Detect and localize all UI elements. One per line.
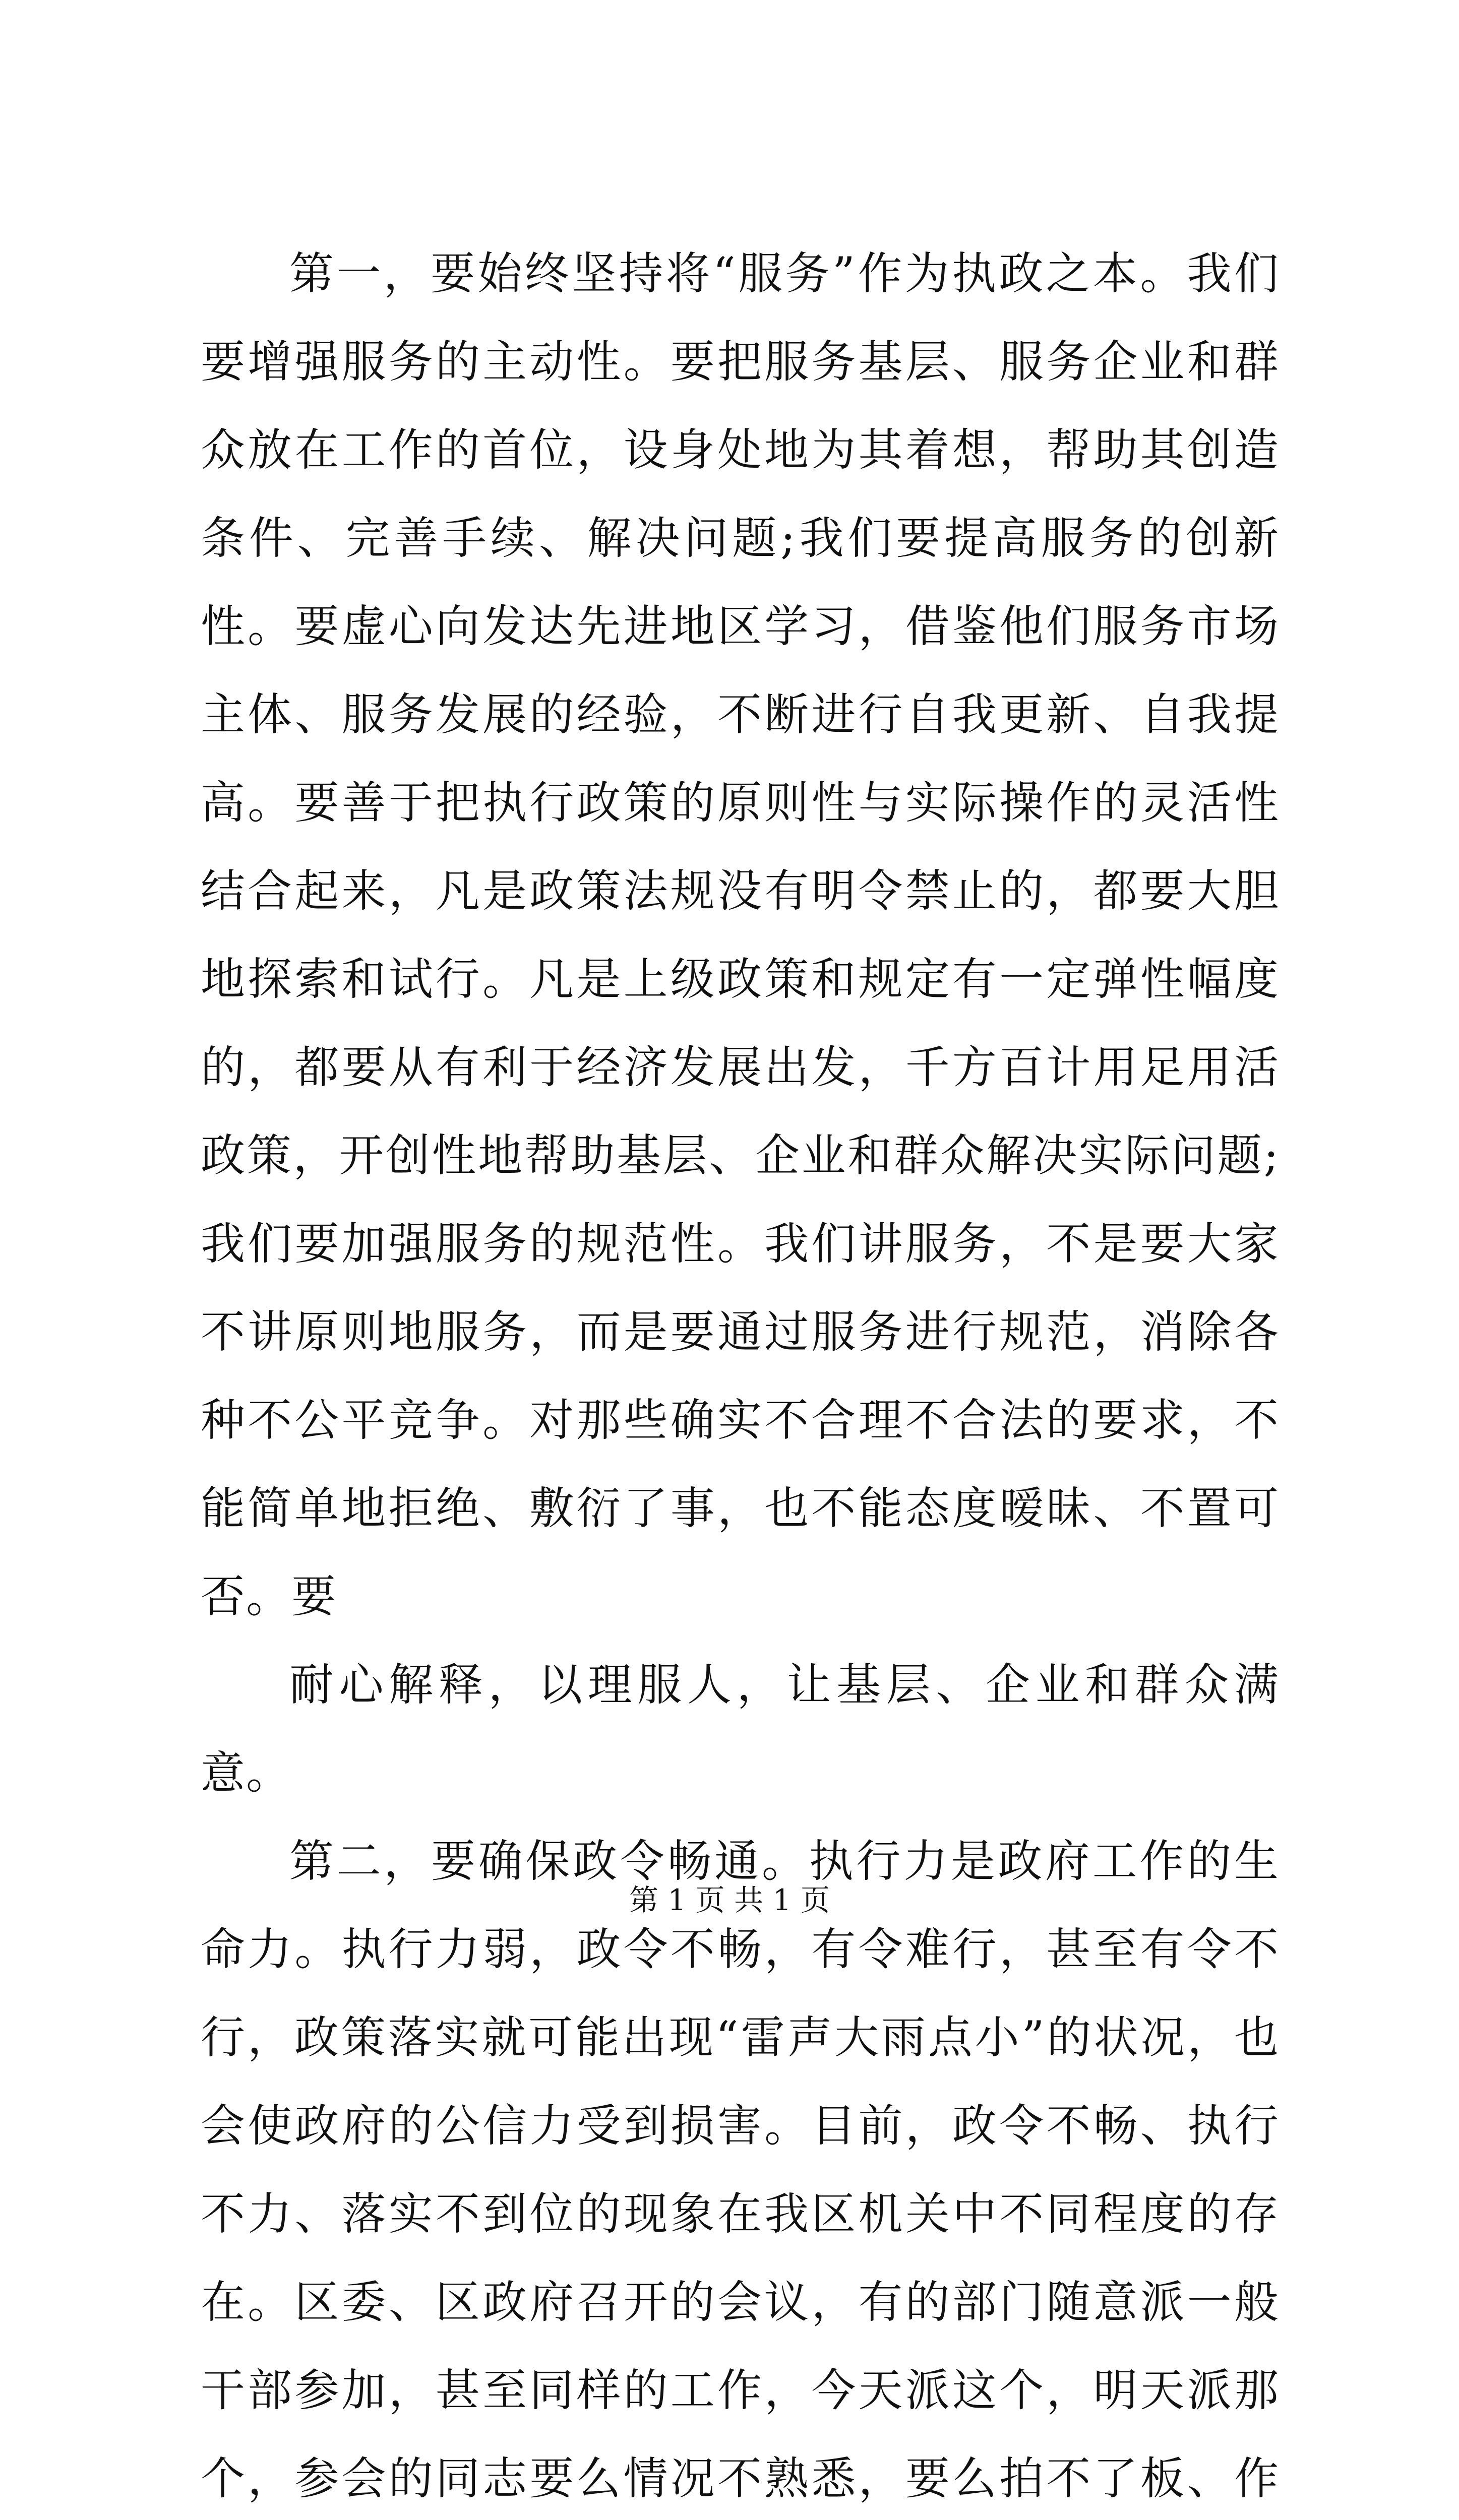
page-footer: 第 1 页 共 1 页 [629, 1883, 830, 1917]
paragraph-government-orders: 第二，要确保政令畅通。执行力是政府工作的生命力。执行力弱，政令不畅，有令难行，甚至有令不行，政策落实就可能出现“雷声大雨点小”的状况，也会使政府的公信力受到损害。目前，政令不畅、执行不力、落实不到位的现象在我区机关中不同程度的存在。区委、区政府召开的会议，有的部门随意派一般干部参加，甚至同样的工作，今天派这个，明天派那个，参会的同志要么情况不熟悉，要么拍不了板、作 [201, 1835, 1280, 2504]
document-body [201, 229, 1280, 2520]
paragraph-service: 第一，要始终坚持将“服务”作为执政之本。我们要增强服务的主动性。要把服务基层、服务企业和群众放在工作的首位，设身处地为其着想，帮助其创造条件、完善手续、解决问题;我们要提高服务的创新性。要虚心向发达先进地区学习，借鉴他们服务市场主体、服务发展的经验，不断进行自我更新、自我提高。要善于把执行政策的原则性与实际操作的灵活性结合起来，凡是政策法规没有明令禁止的，都要大胆地探索和试行。凡是上级政策和规定有一定弹性幅度的，都要从有利于经济发展出发，千方百计用足用活政策，开创性地帮助基层、企业和群众解决实际问题;我们要加强服务的规范性。我们讲服务，不是要大家不讲原则地服务，而是要通过服务进行规范，消除各种不公平竞争。对那些确实不合理不合法的要求，不能简单地拒绝、敷衍了事，也不能态度暧昧、不置可否。要 [201, 247, 1280, 1622]
paragraph-service-continued: 耐心解释，以理服人，让基层、企业和群众满意。 [201, 1659, 1280, 1799]
